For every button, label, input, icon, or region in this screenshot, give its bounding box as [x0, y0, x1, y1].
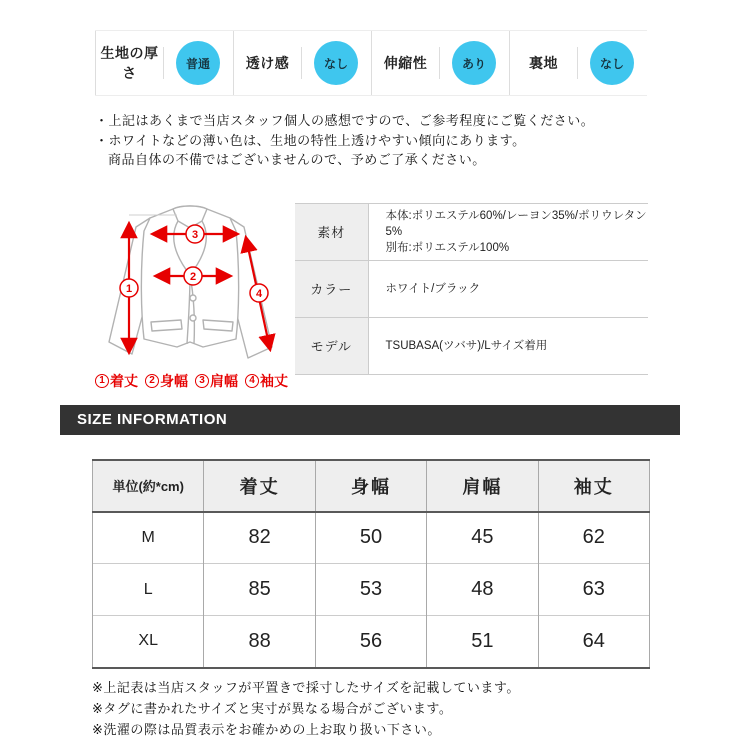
size-name: XL — [93, 616, 204, 668]
size-information-banner: SIZE INFORMATION — [60, 405, 680, 435]
cell-value: 50 — [315, 512, 426, 564]
arrow-num-2: 2 — [189, 270, 197, 283]
spec-item-stretch — [371, 31, 509, 95]
table-row — [295, 260, 648, 317]
size-name: L — [93, 564, 204, 616]
note-line: 商品自体の不備ではございませんので、予めご了承ください。 — [108, 152, 486, 167]
legend-num: 1 — [95, 374, 109, 388]
legend-label: 袖丈 — [260, 372, 288, 389]
spec-label: 裏地 — [529, 55, 558, 71]
value-line: TSUBASA(ツバサ)/Lサイズ着用 — [385, 339, 548, 352]
arrow-num-3: 3 — [191, 228, 199, 241]
arrow-num-4: 4 — [255, 287, 263, 300]
table-row-size-m — [93, 512, 650, 564]
legend-num: 4 — [245, 374, 259, 388]
jacket-figure — [95, 201, 295, 391]
cell-value: 51 — [427, 616, 538, 668]
spec-label: 透け感 — [245, 55, 290, 71]
size-col-body-width: 身幅 — [315, 460, 426, 512]
measurement-section — [95, 201, 740, 391]
table-row — [295, 317, 648, 374]
divider — [439, 47, 440, 79]
table-row-size-l — [93, 564, 650, 616]
divider — [163, 47, 164, 79]
spec-value-badge: 普通 — [176, 41, 220, 85]
legend-label: 肩幅 — [210, 372, 238, 389]
arrow-num-1: 1 — [125, 282, 133, 295]
legend-num: 2 — [145, 374, 159, 388]
spec-item-fabric-thickness — [95, 31, 233, 95]
table-row-size-xl — [93, 616, 650, 668]
info-value-material — [368, 203, 648, 260]
staff-impression-notes — [95, 111, 740, 170]
spec-value-badge: なし — [590, 41, 634, 85]
value-line: 別布:ポリエステル100% — [385, 241, 510, 254]
divider — [577, 47, 578, 79]
size-table-header-row — [93, 460, 650, 512]
spec-item-lining — [509, 31, 647, 95]
legend-item — [95, 371, 138, 391]
table-row — [295, 203, 648, 260]
info-label-model: モデル — [295, 317, 368, 374]
info-label-material: 素材 — [295, 203, 368, 260]
size-col-length: 着丈 — [204, 460, 315, 512]
cell-value: 53 — [315, 564, 426, 616]
legend-num: 3 — [195, 374, 209, 388]
cell-value: 85 — [204, 564, 315, 616]
value-line: 本体:ポリエステル60%/レーヨン35%/ポリウレタン5% — [385, 209, 647, 238]
info-value-color — [368, 260, 648, 317]
fabric-spec-strip — [95, 30, 647, 96]
size-col-unit: 単位(約*cm) — [93, 460, 204, 512]
cell-value: 88 — [204, 616, 315, 668]
divider — [301, 47, 302, 79]
cell-value: 48 — [427, 564, 538, 616]
cell-value: 82 — [204, 512, 315, 564]
cell-value: 45 — [427, 512, 538, 564]
note-line: ※上記表は当店スタッフが平置きで採寸したサイズを記載しています。 — [92, 679, 520, 695]
spec-item-sheerness — [233, 31, 371, 95]
note-line: ※タグに書かれたサイズと実寸が異なる場合がございます。 — [92, 700, 453, 716]
size-col-sleeve: 袖丈 — [538, 460, 649, 512]
legend-item — [195, 371, 238, 391]
note-line: ※洗濯の際は品質表示をお確かめの上お取り扱い下さい。 — [92, 721, 441, 737]
material-info-table — [295, 203, 648, 375]
jacket-measurement-diagram — [95, 201, 285, 363]
spec-label: 伸縮性 — [383, 55, 428, 71]
value-line: ホワイト/ブラック — [385, 282, 481, 295]
size-col-shoulder: 肩幅 — [427, 460, 538, 512]
legend-item — [145, 371, 188, 391]
note-line: ・上記はあくまで当店スタッフ個人の感想ですので、ご参考程度にご覧ください。 — [95, 113, 595, 128]
spec-value-badge: なし — [314, 41, 358, 85]
cell-value: 56 — [315, 616, 426, 668]
legend-item — [245, 371, 288, 391]
size-table — [92, 459, 650, 669]
legend-label: 着丈 — [110, 372, 138, 389]
cell-value: 63 — [538, 564, 649, 616]
measurement-legend — [95, 371, 295, 391]
cell-value: 64 — [538, 616, 649, 668]
size-name: M — [93, 512, 204, 564]
info-value-model — [368, 317, 648, 374]
cell-value: 62 — [538, 512, 649, 564]
spec-value-badge: あり — [452, 41, 496, 85]
legend-label: 身幅 — [160, 372, 188, 389]
spec-label: 生地の厚さ — [100, 45, 159, 81]
info-label-color: カラー — [295, 260, 368, 317]
note-line: ・ホワイトなどの薄い色は、生地の特性上透けやすい傾向にあります。 — [95, 132, 526, 148]
size-table-notes — [92, 677, 740, 740]
